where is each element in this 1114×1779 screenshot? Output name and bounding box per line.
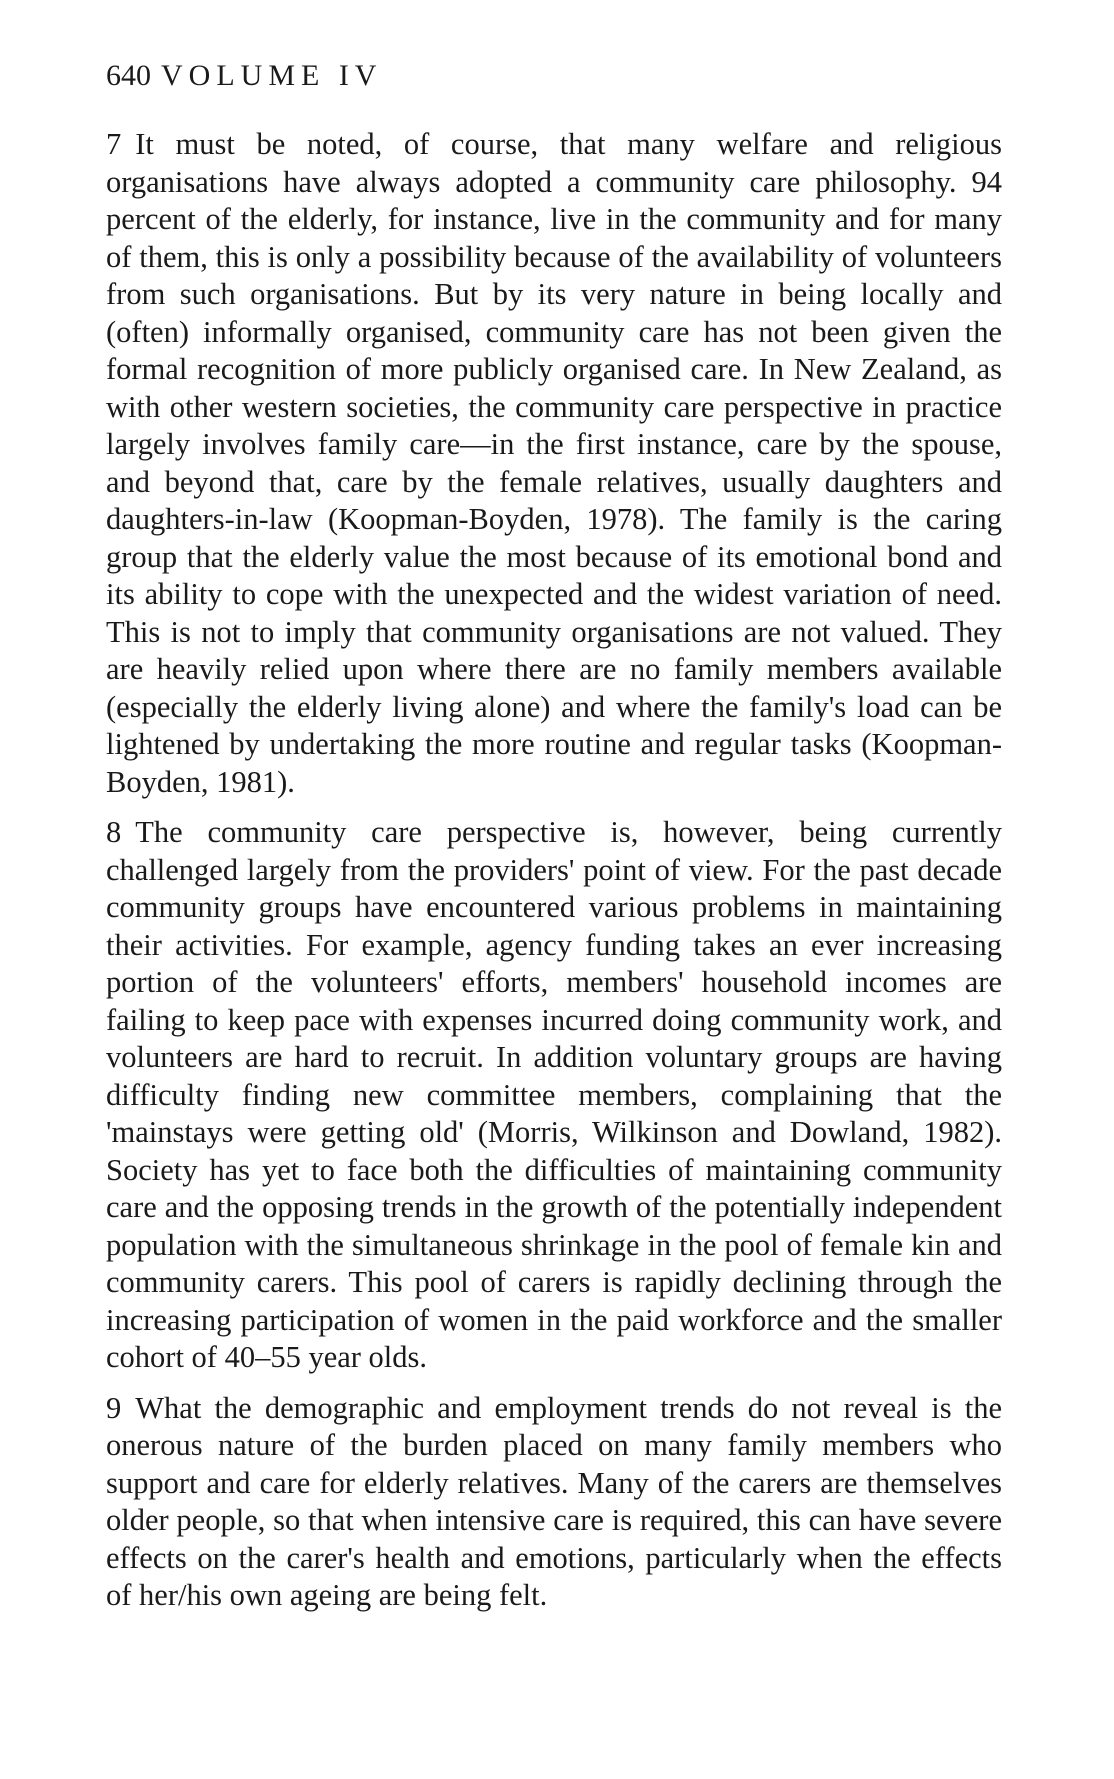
volume-title: VOLUME IV: [161, 59, 383, 92]
page-number: 640: [106, 59, 151, 92]
paragraph-text: The community care perspective is, however, being currently challenged largely from the providers' point of view. For the past decade community groups have encountered various problems in maintaining their activities. For example, agency funding takes an ever increasing portion of the volunteers' efforts, members' household incomes are failing to keep pace with expenses incurred doing community work, and volunteers are hard to recruit. In addition voluntary groups are having difficulty finding new committee members, complaining that the 'mainstays were getting old' (Morris, Wilkinson and Dowland, 1982). Society has yet to face both the difficulties of maintaining community care and the opposing trends in the growth of the potentially independent population with the simultaneous shrinkage in the pool of female kin and community carers. This pool of carers is rapidly declining through the increasing participation of women in the paid workforce and the smaller cohort of 40–55 year olds.: [106, 815, 1002, 1374]
document-page: [106, 58, 1002, 1628]
paragraph-7: [106, 126, 1002, 801]
paragraph-8: [106, 814, 1002, 1377]
paragraph-number: 7: [106, 127, 122, 161]
paragraph-text: What the demographic and employment trends do not reveal is the onerous nature of the burden placed on many family members who support and care for elderly relatives. Many of the carers are themselves older people, so that when intensive care is required, this can have severe effects on the carer's health and emotions, particularly when the effects of her/his own ageing are being felt.: [106, 1390, 1002, 1612]
paragraph-number: 8: [106, 815, 122, 849]
paragraph-number: 9: [106, 1390, 122, 1425]
paragraph-9: [106, 1390, 1002, 1615]
running-head: [106, 58, 1002, 94]
paragraph-text: It must be noted, of course, that many welfare and religious organisations have always adopted a community care philosophy. 94 percent of the elderly, for instance, live in the community and for many of them, this is only a possibility because of the availability of volunteers from such organisations. But by its very nature in being locally and (often) informally organised, community care has not been given the formal recognition of more publicly organised care. In New Zealand, as with other western societies, the community care perspective in practice largely involves family care—in the first instance, care by the spouse, and beyond that, care by the female relatives, usually daughters and daughters-in-law (Koopman-Boyden, 1978). The family is the caring group that the elderly value the most because of its emotional bond and its ability to cope with the unexpected and the widest variation of need. This is not to imply that community organisations are not valued. They are heavily relied upon where there are no family members available (especially the elderly living alone) and where the family's load can be lightened by undertaking the more routine and regular tasks (Koopman-Boyden, 1981).: [106, 127, 1002, 799]
